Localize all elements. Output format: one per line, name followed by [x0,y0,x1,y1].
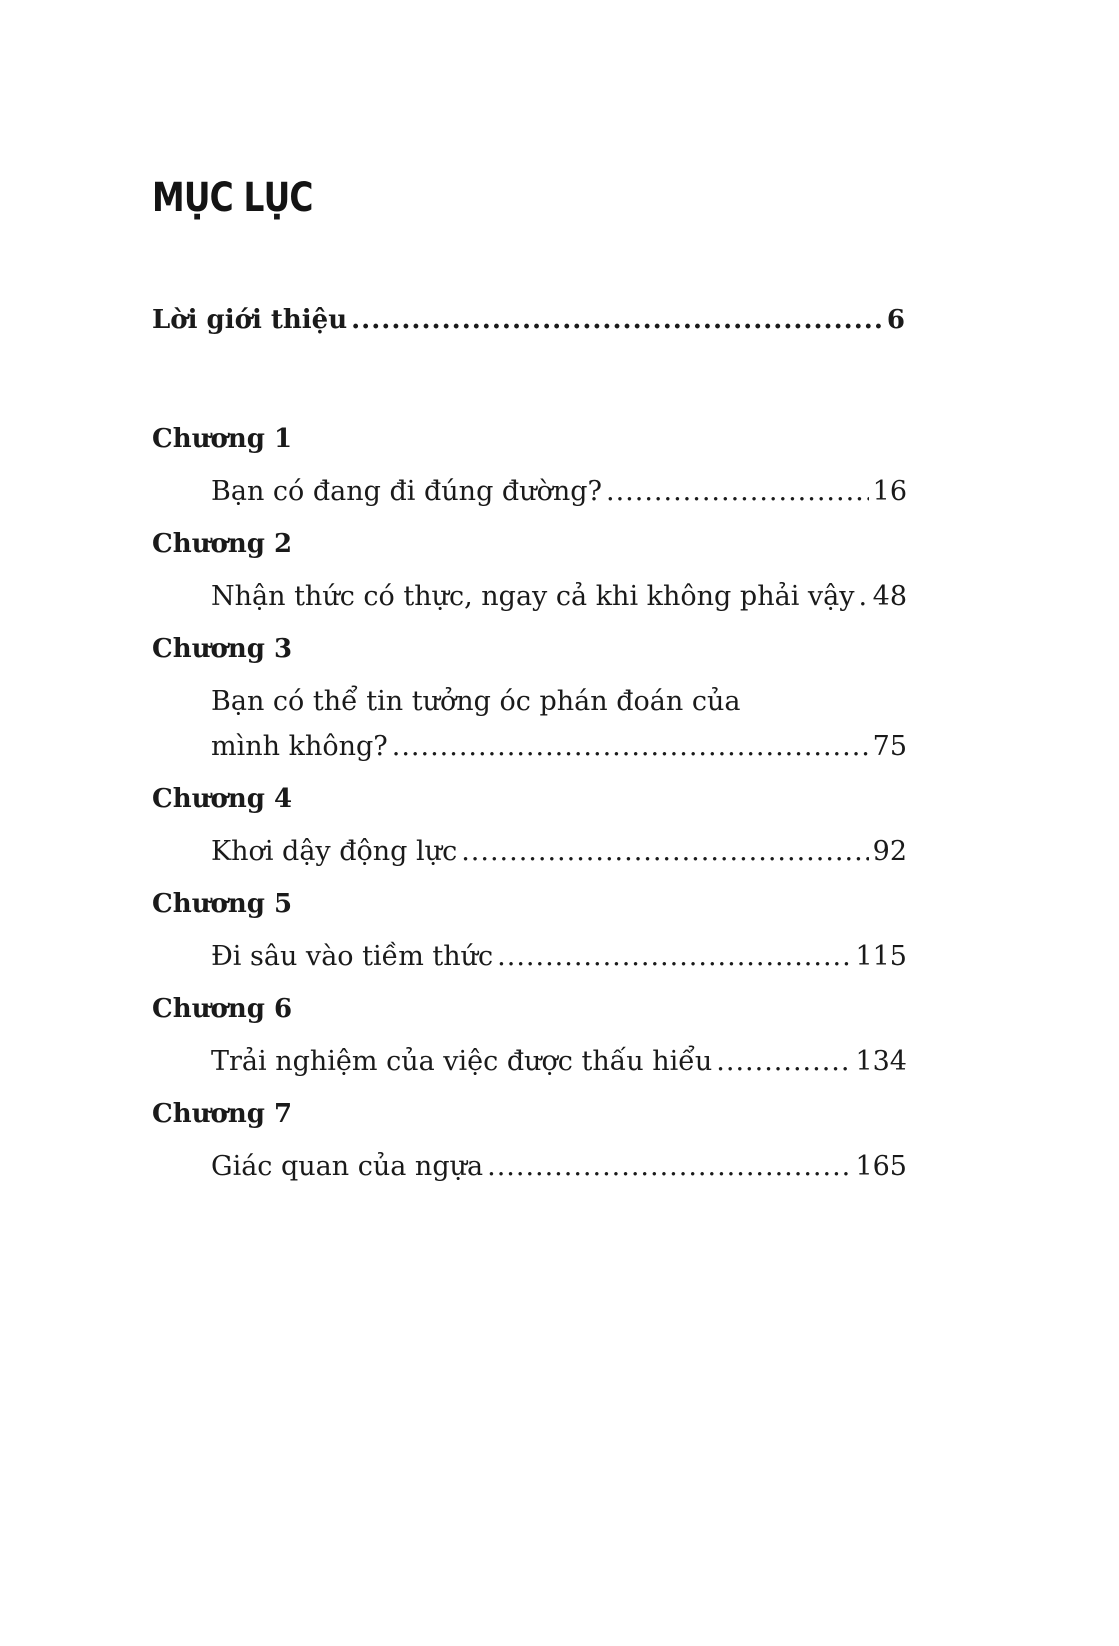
toc-entry-chapter-4[interactable] [211,830,907,874]
toc-page-number: 16 [872,476,907,507]
dot-leader [392,725,869,769]
toc-entry-chapter-1[interactable] [211,470,907,514]
toc-page-number: 48 [872,581,907,612]
dot-leader [497,935,851,979]
toc-page-number: 75 [872,731,907,762]
toc-entry-label: Bạn có đang đi đúng đường? [211,476,603,507]
toc-entry-label: Khơi dậy động lực [211,836,458,867]
toc-page-number: 134 [855,1046,907,1077]
toc-entry-label: Trải nghiệm của việc được thấu hiểu [211,1046,713,1077]
chapter-heading-5: Chương 5 [152,889,293,919]
toc-page-number: 92 [872,836,907,867]
toc-entry-chapter-6[interactable] [211,1040,907,1084]
dot-leader [487,1145,851,1189]
toc-page-number: 6 [886,305,905,335]
chapter-heading-1: Chương 1 [152,424,293,454]
chapter-heading-6: Chương 6 [152,994,293,1024]
chapter-heading-4: Chương 4 [152,784,293,814]
chapter-heading-2: Chương 2 [152,529,293,559]
dot-leader [351,300,883,340]
toc-entry-chapter-3[interactable] [211,725,907,769]
toc-page-number: 115 [855,941,907,972]
toc-page-number: 165 [855,1151,907,1182]
toc-entry-label: Giác quan của ngựa [211,1151,484,1182]
toc-entry-label: Đi sâu vào tiềm thức [211,941,494,972]
toc-entry-intro[interactable] [152,300,905,340]
dot-leader [461,830,868,874]
toc-entry-chapter-5[interactable] [211,935,907,979]
toc-entry-chapter-2[interactable] [211,575,907,619]
chapter-heading-7: Chương 7 [152,1099,293,1129]
dot-leader [716,1040,851,1084]
toc-entry-label: mình không? [211,731,388,762]
page-title: MỤC LỤC [152,175,313,221]
dot-leader [606,470,869,514]
toc-entry-label: Lời giới thiệu [152,305,348,335]
chapter-heading-3: Chương 3 [152,634,293,664]
toc-entry-label: Nhận thức có thực, ngay cả khi không phải vậy [211,581,855,612]
dot-leader [859,575,869,619]
toc-entry-chapter-7[interactable] [211,1145,907,1189]
toc-entry-chapter-3-line1[interactable]: Bạn có thể tin tưởng óc phán đoán của [211,686,741,717]
